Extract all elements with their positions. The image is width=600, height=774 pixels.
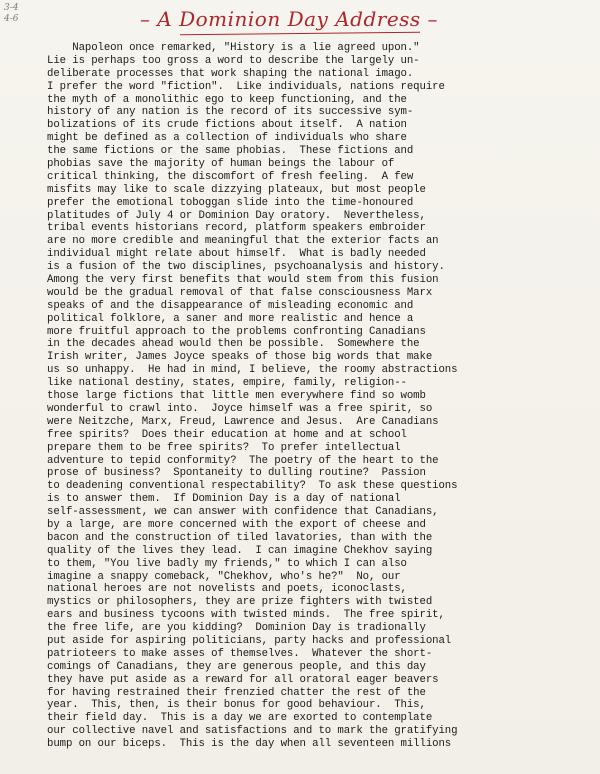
text-line: comings of Canadians, they are generous people, and this day (47, 660, 426, 673)
text-line: I prefer the word "fiction". Like individuals, nations require (47, 80, 445, 93)
text-line: bacon and the construction of tiled lavatories, than with the (47, 531, 433, 544)
handwritten-corner-note (4, 3, 19, 25)
text-line: their field day. This is a day we are exorted to contemplate (47, 712, 433, 725)
text-line: is to answer them. If Dominion Day is a day of national (47, 493, 401, 506)
text-line: us so unhappy. He had in mind, I believe, the roomy abstractions (47, 364, 458, 377)
text-line: Among the very first benefits that would stem from this fusion (47, 274, 439, 287)
text-line: Napoleon once remarked, "History is a lie agreed upon." (47, 42, 420, 54)
text-line: prefer the emotional toboggan slide into the time-honoured (47, 196, 414, 209)
text-line: phobias save the majority of human beings the labour of (47, 158, 395, 171)
text-line: put aside for aspiring politicians, party hacks and professional (47, 634, 452, 647)
text-line: misfits may like to scale dizzying plateaux, but most people (47, 183, 426, 196)
text-line: prose of business? Spontaneity to dulling routine? Passion (47, 467, 426, 480)
text-line: history of any nation is the record of its successive sym- (47, 106, 414, 119)
text-line: to deadening conventional respectability? To ask these questions (47, 480, 458, 493)
text-line: in the decades ahead would then be possible. Somewhere the (47, 338, 420, 351)
text-line: bolizations of its crude fictions about itself. A nation (47, 119, 407, 132)
text-line: wonderful to crawl into. Joyce himself was a free spirit, so (47, 402, 433, 415)
text-line: year. This, then, is their bonus for good behaviour. This, (47, 699, 426, 712)
text-line: adventure to tepid conformity? The poetry of the heart to the (47, 454, 439, 467)
text-line: political folklore, a saner and more realistic and hence a (47, 312, 414, 325)
text-line: the myth of a monolithic ego to keep functioning, and the (47, 93, 407, 106)
text-line: the same fictions or the same phobias. These fictions and (47, 145, 414, 158)
text-line: free spirits? Does their education at home and at school (47, 428, 407, 441)
address-body-text (47, 42, 587, 751)
text-line: are no more credible and meaningful that the exterior facts an (47, 235, 439, 248)
text-line: deliberate processes that work shaping the national imago. (47, 67, 414, 80)
text-line: self-assessment, we can answer with confidence that Canadians, (47, 506, 439, 519)
text-line: our collective navel and satisfactions and to mark the gratifying (47, 725, 458, 738)
text-line: platitudes of July 4 or Dominion Day oratory. Nevertheless, (47, 209, 426, 222)
text-line: individual might relate about himself. What is badly needed (47, 248, 426, 261)
text-line: quality of the lives they lead. I can imagine Chekhov saying (47, 544, 433, 557)
title-block (124, 5, 454, 35)
text-line: for having restrained their frenzied chatter the rest of the (47, 686, 426, 699)
text-line: they have put aside as a reward for all oratoral eager beavers (47, 673, 439, 686)
text-line: might be defined as a collection of individuals who share (47, 132, 407, 145)
text-line: were Neitzche, Marx, Freud, Lawrence and Jesus. Are Canadians (47, 415, 439, 428)
handwritten-title: – A Dominion Day Address – (139, 7, 439, 31)
text-line: bump on our biceps. This is the day when all seventeen millions (47, 738, 452, 751)
text-line: Irish writer, James Joyce speaks of those big words that make (47, 351, 433, 364)
text-line: prepare them to be free spirits? To prefer intellectual (47, 441, 401, 454)
text-line: Lie is perhaps too gross a word to describe the largely un- (47, 54, 420, 67)
text-line: tribal events historians record, platform speakers embroider (47, 222, 426, 235)
text-line: imagine a snappy comeback, "Chekhov, who's he?" No, our (47, 570, 401, 583)
text-line: would be the gradual removal of that false consciousness Marx (47, 286, 433, 299)
text-line: the free life, are you kidding? Dominion Day is tradionally (47, 622, 426, 635)
text-line: ears and business tycoons with twisted minds. The free spirit, (47, 609, 445, 622)
text-line: to them, "You live badly my friends," to which I can also (47, 557, 407, 570)
text-line: is a fusion of the two disciplines, psychoanalysis and history. (47, 261, 445, 274)
text-line: like national destiny, states, empire, family, religion-- (47, 377, 407, 390)
text-line: mystics or philosophers, they are prize fighters with twisted (47, 596, 433, 609)
text-line: critical thinking, the discomfort of fresh feeling. A few (47, 170, 414, 183)
text-line: those large fictions that little men everywhere find so womb (47, 390, 426, 403)
corner-note-line-2: 4-6 (4, 14, 19, 24)
text-line: national heroes are not novelists and poets, iconoclasts, (47, 583, 407, 596)
text-line: speaks of and the disappearance of misleading economic and (47, 299, 414, 312)
corner-note-line-1: 3-4 (4, 3, 19, 13)
text-line: patrioteers to make asses of themselves. Whatever the short- (47, 647, 433, 660)
text-line: by a large, are more concerned with the export of cheese and (47, 518, 426, 531)
text-line: more fruitful approach to the problems confronting Canadians (47, 325, 426, 338)
